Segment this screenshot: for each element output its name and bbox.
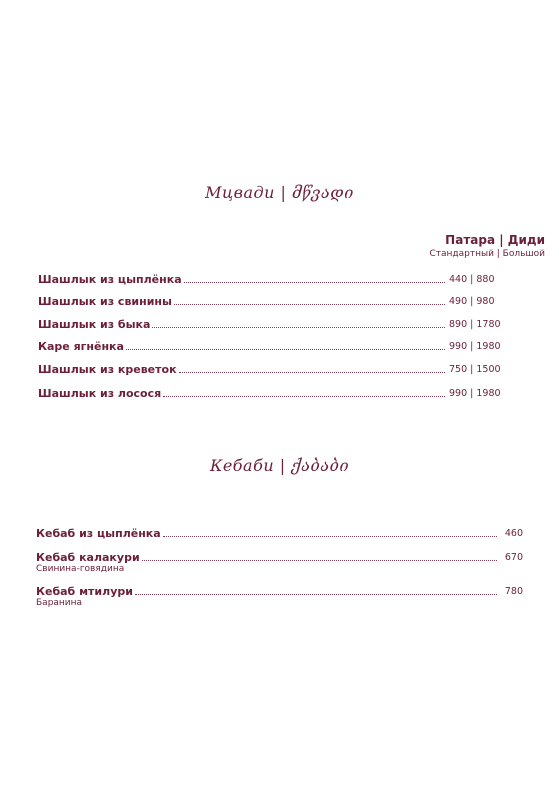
menu-item [38, 384, 505, 400]
menu-item-name: Шашлык из свинины [38, 295, 172, 308]
dot-leader [126, 349, 445, 350]
menu-item-price: 750 | 1500 [449, 364, 501, 375]
dot-leader [135, 594, 497, 595]
menu-item-name: Кебаб из цыплёнка [36, 527, 161, 540]
menu-item [36, 548, 523, 564]
dot-leader [142, 560, 497, 561]
menu-item-price: 890 | 1780 [449, 319, 501, 330]
menu-item-name: Шашлык из быка [38, 318, 151, 331]
dot-leader [163, 396, 445, 397]
dot-leader [152, 327, 445, 328]
section-title-mtsvadi: Мцвади | მწვადი [205, 183, 354, 202]
menu-item [36, 582, 523, 598]
menu-item-name: Каре ягнёнка [38, 340, 124, 353]
menu-item-price: 990 | 1980 [449, 388, 501, 399]
menu-item-name: Кебаб мтилури [36, 585, 133, 598]
menu-item-price: 780 [504, 586, 523, 597]
size-header-subtitle: Стандартный | Большой [429, 249, 545, 259]
menu-item-price: 670 [504, 552, 523, 563]
menu-item [38, 270, 505, 286]
menu-item-price: 990 | 1980 [449, 341, 501, 352]
menu-item [38, 315, 505, 331]
menu-item-name: Шашлык из цыплёнка [38, 273, 182, 286]
dot-leader [174, 304, 445, 305]
menu-item [38, 337, 505, 353]
menu-item-name: Кебаб калакури [36, 551, 140, 564]
menu-item-name: Шашлык из лосося [38, 387, 162, 400]
menu-item-price: 460 [504, 528, 523, 539]
menu-item-description: Свинина-говядина [36, 564, 125, 574]
menu-item [38, 292, 505, 308]
section-title-kebabi: Кебаби | ქაბაბი [209, 456, 350, 475]
menu-item-description: Баранина [36, 598, 83, 608]
menu-item-name: Шашлык из креветок [38, 363, 177, 376]
menu-item-price: 440 | 880 [449, 274, 495, 285]
dot-leader [184, 282, 445, 283]
menu-item [36, 524, 523, 540]
size-header-sizes: Патара | Диди [445, 233, 545, 247]
menu-item [38, 360, 505, 376]
menu-item-price: 490 | 980 [449, 296, 495, 307]
size-header [429, 233, 545, 259]
dot-leader [163, 536, 497, 537]
dot-leader [179, 372, 445, 373]
